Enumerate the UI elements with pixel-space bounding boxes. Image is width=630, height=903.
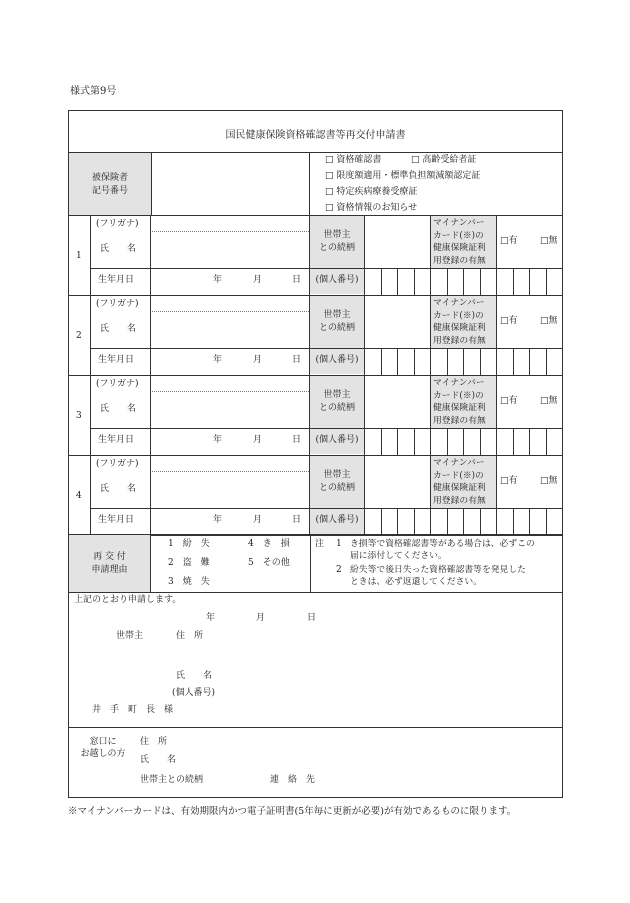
person-3-furigana-field[interactable] bbox=[151, 376, 308, 390]
reason-stolen[interactable]: 2 盗 難 bbox=[168, 558, 210, 568]
person-1-mynumber-no[interactable]: □無 bbox=[540, 236, 558, 246]
person-2-relation-label: 世帯主 との続柄 bbox=[318, 310, 355, 333]
person-3-birthdate-label: 生年月日 bbox=[98, 435, 135, 445]
visitor-label-line-1: 窓口に bbox=[89, 737, 117, 747]
person-2-birth-month: 月 bbox=[253, 355, 263, 365]
mynumber-card-footnote: ※マイナンバーカードは、有効期限内かつ電子証明書(5年毎に更新が必要)が有効であるものに限ります。 bbox=[68, 806, 517, 817]
option-shikaku-kakuninsho[interactable]: □ 資格確認書 bbox=[325, 155, 382, 165]
notes-prefix: 注 bbox=[315, 539, 325, 549]
person-4-mynumber-label: マイナンバー カード(※)の 健康保険証利 用登録の有無 bbox=[433, 458, 486, 506]
person-1-birthdate-label: 生年月日 bbox=[98, 275, 135, 285]
person-4-birth-year: 年 bbox=[213, 515, 223, 525]
person-4-personal-number-label: (個人番号) bbox=[315, 515, 359, 525]
person-1-name-label: 氏 名 bbox=[100, 244, 137, 254]
person-1-birth-day: 日 bbox=[292, 275, 302, 285]
person-2-mynumber-no[interactable]: □無 bbox=[540, 316, 558, 326]
person-1-personal-number-label: (個人番号) bbox=[315, 275, 359, 285]
person-1-number: 1 bbox=[76, 251, 82, 261]
person-3-relation-label: 世帯主 との続柄 bbox=[318, 390, 355, 413]
person-3-relation-field[interactable] bbox=[365, 376, 429, 428]
person-3-furigana-label: (フリガナ) bbox=[96, 379, 139, 389]
person-1-mynumber-label: マイナンバー カード(※)の 健康保険証利 用登録の有無 bbox=[433, 218, 486, 266]
applicant-address-label: 住 所 bbox=[176, 631, 204, 641]
person-4-name-field[interactable] bbox=[151, 473, 308, 507]
person-2-personal-number-label: (個人番号) bbox=[315, 355, 359, 365]
note-1-line-2: 届に添付してください。 bbox=[350, 551, 447, 561]
person-2-mynumber-label: マイナンバー カード(※)の 健康保険証利 用登録の有無 bbox=[433, 298, 486, 346]
person-1-relation-label: 世帯主 との続柄 bbox=[318, 230, 355, 253]
reason-damaged[interactable]: 4 き 損 bbox=[248, 539, 290, 549]
person-4-mynumber-yes[interactable]: □有 bbox=[500, 476, 518, 486]
person-1-name-field[interactable] bbox=[151, 233, 308, 267]
person-2-furigana-label: (フリガナ) bbox=[96, 299, 139, 309]
applicant-personal-number-field[interactable] bbox=[222, 686, 550, 700]
person-1-furigana-field[interactable] bbox=[151, 216, 308, 230]
householder-label: 世帯主 bbox=[116, 631, 144, 641]
note-2-number: 2 bbox=[336, 565, 342, 575]
visitor-name-field[interactable] bbox=[180, 752, 550, 768]
person-4-name-label: 氏 名 bbox=[100, 484, 137, 494]
note-1-line-1: き損等で資格確認書等がある場合は、必ずこの bbox=[350, 539, 535, 549]
person-4-number: 4 bbox=[76, 491, 82, 501]
form-title: 国民健康保険資格確認書等再交付申請書 bbox=[225, 130, 406, 141]
application-year: 年 bbox=[206, 613, 216, 623]
person-1-relation-field[interactable] bbox=[365, 216, 429, 268]
visitor-name-label: 氏 名 bbox=[140, 755, 177, 765]
visitor-label-line-2: お越しの方 bbox=[80, 749, 126, 759]
person-3-mynumber-no[interactable]: □無 bbox=[540, 396, 558, 406]
insured-number-field[interactable] bbox=[152, 153, 309, 214]
note-2-line-1: 紛失等で後日失った資格確認書等を発見した bbox=[350, 565, 526, 575]
applicant-personal-number-label: (個人番号) bbox=[172, 688, 216, 698]
reason-burned[interactable]: 3 焼 失 bbox=[168, 577, 210, 587]
option-gendogaku-tekiyo[interactable]: □ 限度額適用・標準負担額減額認定証 bbox=[325, 171, 481, 181]
option-shikaku-joho-oshirase[interactable]: □ 資格情報のお知らせ bbox=[325, 203, 418, 213]
reason-lost[interactable]: 1 紛 失 bbox=[168, 539, 210, 549]
person-1-personal-number-field[interactable] bbox=[365, 269, 562, 294]
person-4-relation-field[interactable] bbox=[365, 456, 429, 508]
person-2-name-field[interactable] bbox=[151, 313, 308, 347]
option-koureisha-jukyushasho[interactable]: □ 高齢受給者証 bbox=[411, 155, 477, 165]
person-2-mynumber-yes[interactable]: □有 bbox=[500, 316, 518, 326]
person-3-name-label: 氏 名 bbox=[100, 404, 137, 414]
visitor-relation-field[interactable] bbox=[206, 772, 266, 788]
reason-other[interactable]: 5 その他 bbox=[248, 558, 290, 568]
person-3-personal-number-label: (個人番号) bbox=[315, 435, 359, 445]
visitor-address-label: 住 所 bbox=[140, 737, 168, 747]
person-4-birth-month: 月 bbox=[253, 515, 263, 525]
person-3-mynumber-label: マイナンバー カード(※)の 健康保険証利 用登録の有無 bbox=[433, 378, 486, 426]
person-3-birth-month: 月 bbox=[253, 435, 263, 445]
note-1-number: 1 bbox=[336, 539, 342, 549]
application-month: 月 bbox=[256, 613, 266, 623]
option-tokutei-shippei[interactable]: □ 特定疾病療養受療証 bbox=[325, 187, 418, 197]
person-1-birth-year: 年 bbox=[213, 275, 223, 285]
visitor-address-field[interactable] bbox=[180, 734, 550, 750]
person-4-relation-label: 世帯主 との続柄 bbox=[318, 470, 355, 493]
person-2-furigana-field[interactable] bbox=[151, 296, 308, 310]
application-statement: 上記のとおり申請します。 bbox=[74, 595, 182, 605]
person-2-birth-day: 日 bbox=[292, 355, 302, 365]
recipient-mayor: 井 手 町 長 様 bbox=[92, 705, 174, 715]
person-3-mynumber-yes[interactable]: □有 bbox=[500, 396, 518, 406]
applicant-name-label: 氏 名 bbox=[176, 671, 213, 681]
applicant-address-field[interactable] bbox=[220, 628, 550, 668]
person-1-birth-month: 月 bbox=[253, 275, 263, 285]
reason-label: 再 交 付 申請理由 bbox=[91, 552, 128, 575]
person-2-personal-number-field[interactable] bbox=[365, 349, 562, 374]
person-3-personal-number-field[interactable] bbox=[365, 429, 562, 454]
person-3-number: 3 bbox=[76, 411, 82, 421]
person-2-relation-field[interactable] bbox=[365, 296, 429, 348]
visitor-contact-field[interactable] bbox=[318, 772, 550, 788]
visitor-contact-label: 連 絡 先 bbox=[270, 775, 316, 785]
person-2-name-label: 氏 名 bbox=[100, 324, 137, 334]
person-4-birthdate-label: 生年月日 bbox=[98, 515, 135, 525]
application-day: 日 bbox=[307, 613, 317, 623]
visitor-relation-label: 世帯主との続柄 bbox=[140, 775, 204, 785]
note-2-line-2: ときは、必ず返還してください。 bbox=[350, 577, 482, 587]
person-2-number: 2 bbox=[76, 331, 82, 341]
person-4-mynumber-no[interactable]: □無 bbox=[540, 476, 558, 486]
person-4-birth-day: 日 bbox=[292, 515, 302, 525]
form-number: 様式第9号 bbox=[70, 86, 117, 97]
person-3-birth-year: 年 bbox=[213, 435, 223, 445]
person-2-birthdate-label: 生年月日 bbox=[98, 355, 135, 365]
person-3-name-field[interactable] bbox=[151, 393, 308, 427]
person-4-furigana-field[interactable] bbox=[151, 456, 308, 470]
person-4-furigana-label: (フリガナ) bbox=[96, 459, 139, 469]
person-3-birth-day: 日 bbox=[292, 435, 302, 445]
person-1-mynumber-yes[interactable]: □有 bbox=[500, 236, 518, 246]
person-4-personal-number-field[interactable] bbox=[365, 509, 562, 534]
insured-number-label: 被保険者 記号番号 bbox=[91, 173, 128, 196]
applicant-name-field[interactable] bbox=[220, 668, 550, 684]
person-1-furigana-label: (フリガナ) bbox=[96, 219, 139, 229]
person-2-birth-year: 年 bbox=[213, 355, 223, 365]
